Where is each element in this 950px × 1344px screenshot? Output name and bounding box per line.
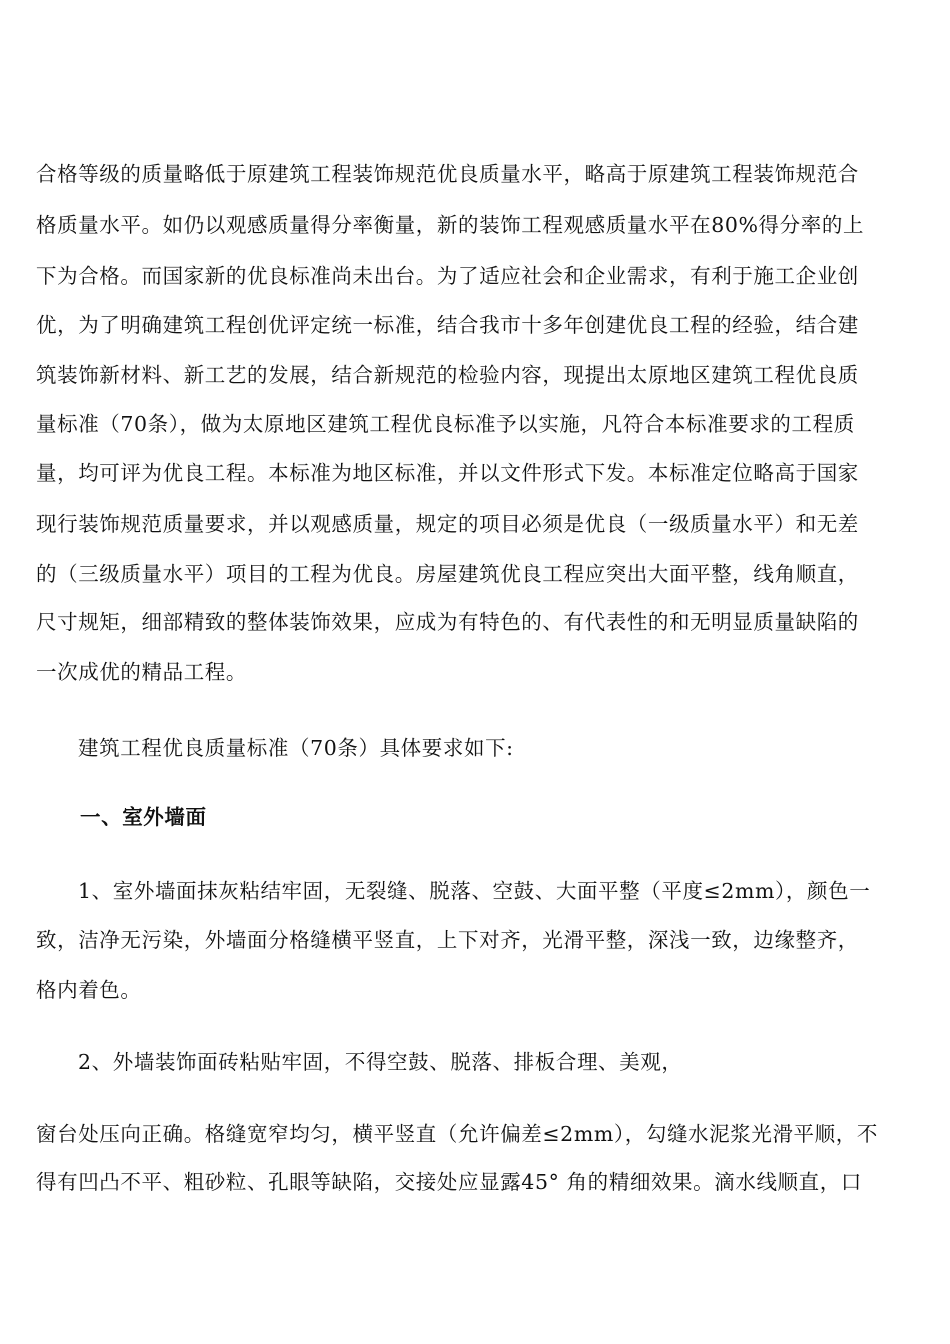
item-2-continuation: 得有凹凸不平、粗砂粒、孔眼等缺陷，交接处应显露45° 角的精细效果。滴水线顺直，口	[36, 1170, 862, 1194]
paragraph-line: 的（三级质量水平）项目的工程为优良。房屋建筑优良工程应突出大面平整，线角顺直，	[36, 562, 859, 586]
paragraph-line: 筑装饰新材料、新工艺的发展，结合新规范的检验内容，现提出太原地区建筑工程优良质	[36, 363, 859, 387]
item-1-line: 格内着色。	[36, 978, 142, 1002]
item-1-line: 1、室外墙面抹灰粘结牢固，无裂缝、脱落、空鼓、大面平整（平度≤2mm），颜色一	[78, 879, 871, 903]
item-1-line: 致，洁净无污染，外墙面分格缝横平竖直，上下对齐，光滑平整，深浅一致，边缘整齐，	[36, 928, 859, 952]
paragraph-line: 合格等级的质量略低于原建筑工程装饰规范优良质量水平，略高于原建筑工程装饰规范合	[36, 162, 859, 186]
paragraph-line: 格质量水平。如仍以观感质量得分率衡量，新的装饰工程观感质量水平在80%得分率的上	[36, 213, 865, 237]
item-2-line: 2、外墙装饰面砖粘贴牢固，不得空鼓、脱落、排板合理、美观，	[78, 1050, 683, 1074]
intro-text: 建筑工程优良质量标准（70条）具体要求如下:	[78, 736, 514, 760]
paragraph-line: 量标准（70条），做为太原地区建筑工程优良标准予以实施，凡符合本标准要求的工程质	[36, 412, 855, 436]
item-2-continuation: 窗台处压向正确。格缝宽窄均匀，横平竖直（允许偏差≤2mm），勾缝水泥浆光滑平顺，不	[36, 1122, 878, 1146]
paragraph-line: 现行装饰规范质量要求，并以观感质量，规定的项目必须是优良（一级质量水平）和无差	[36, 512, 859, 536]
paragraph-line: 量，均可评为优良工程。本标准为地区标准，并以文件形式下发。本标准定位略高于国家	[36, 461, 859, 485]
paragraph-line: 优，为了明确建筑工程创优评定统一标准，结合我市十多年创建优良工程的经验，结合建	[36, 313, 859, 337]
paragraph-line: 一次成优的精品工程。	[36, 660, 247, 684]
section-heading: 一、室外墙面	[80, 805, 207, 829]
paragraph-line: 下为合格。而国家新的优良标准尚未出台。为了适应社会和企业需求，有利于施工企业创	[36, 264, 859, 288]
paragraph-line: 尺寸规矩，细部精致的整体装饰效果，应成为有特色的、有代表性的和无明显质量缺陷的	[36, 610, 859, 634]
